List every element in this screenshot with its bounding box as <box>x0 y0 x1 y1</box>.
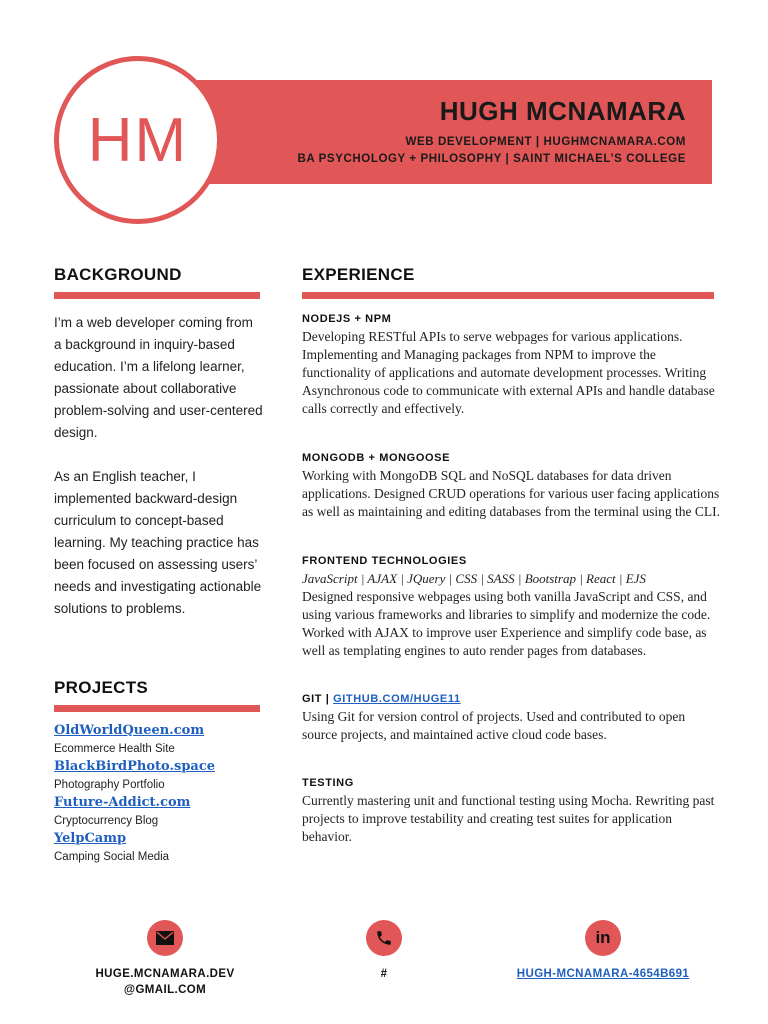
phone-icon <box>375 929 393 947</box>
linkedin-link[interactable]: HUGH-MCNAMARA-4654B691 <box>516 968 690 980</box>
project-link-blackbirdphoto[interactable]: BlackBirdPhoto.space <box>54 759 216 774</box>
projects-rule <box>54 705 260 712</box>
name-title: HUGH MCNAMARA <box>439 96 686 126</box>
linkedin-icon: in <box>595 928 611 947</box>
frontend-tech-list: JavaScript | AJAX | JQuery | CSS | SASS | Bootstrap | React | EJS <box>302 571 646 586</box>
testing-title: TESTING <box>302 777 354 789</box>
project-link-oldworldqueen[interactable]: OldWorldQueen.com <box>54 723 205 738</box>
experience-frontend <box>302 552 722 660</box>
experience-nodejs <box>302 310 722 418</box>
nodejs-title: NODEJS + NPM <box>302 313 392 325</box>
phone-button[interactable] <box>366 920 402 956</box>
envelope-icon <box>156 931 174 945</box>
experience-testing <box>302 774 722 846</box>
git-body: Using Git for version control of projects. Used and contributed to open source projects, and maintained active cloud code bases. <box>302 709 686 742</box>
monogram-circle <box>54 56 222 224</box>
github-link[interactable]: GITHUB.COM/HUGE11 <box>333 693 461 705</box>
background-paragraph-2: As an English teacher, I implemented backward-design curriculum to concept-based learning. My teaching practice has been focused on assessing users’ needs and investigating actionable solutions to problems. <box>54 469 262 616</box>
frontend-body: Designed responsive webpages using both vanilla JavaScript and CSS, and using various frameworks and libraries to simplify and modernize the code. Worked with AJAX to improve user Experience and simplify code base, as well as templating engines to auto render pages from databases. <box>302 589 711 658</box>
experience-heading: EXPERIENCE <box>302 265 415 284</box>
projects-heading: PROJECTS <box>54 678 149 697</box>
project-desc: Camping Social Media <box>54 851 170 863</box>
linkedin-button[interactable] <box>585 920 621 956</box>
project-desc: Cryptocurrency Blog <box>54 815 159 827</box>
git-title <box>302 690 722 708</box>
experience-git <box>302 690 722 744</box>
background-paragraph-1: I’m a web developer coming from a background in inquiry-based education. I’m a lifelong learner, passionate about collaborative problem-solving and user-centered design. <box>54 315 263 440</box>
nodejs-body: Developing RESTful APIs to serve webpages for various applications. Implementing and Managing packages from NPM to improve the functionality of applications and automate development processes. Writing Asynchronous code to communicate with external APIs and handle database calls correctly and effectively. <box>302 329 715 416</box>
testing-body: Currently mastering unit and functional testing using Mocha. Rewriting past projects to improve testability and creating test suites for application behavior. <box>302 793 715 844</box>
monogram-text: HM <box>87 105 189 175</box>
header-text <box>297 96 686 168</box>
mongodb-body: Working with MongoDB SQL and NoSQL databases for data driven applications. Designed CRUD operations for various user facing applications as well as maintaining and editing databases from the terminal using the CLI. <box>302 468 721 519</box>
phone-text: # <box>380 968 388 980</box>
projects-list <box>54 722 274 866</box>
background-heading: BACKGROUND <box>54 265 182 284</box>
experience-rule <box>302 292 714 299</box>
project-desc: Photography Portfolio <box>54 779 165 791</box>
project-link-future-addict[interactable]: Future-Addict.com <box>54 795 191 810</box>
email-line-2: @GMAIL.COM <box>123 984 207 996</box>
email-button[interactable] <box>147 920 183 956</box>
mongodb-title: MONGODB + MONGOOSE <box>302 452 451 464</box>
header-line-web: WEB DEVELOPMENT | HUGHMCNAMARA.COM <box>405 136 686 148</box>
email-line-1: HUGE.MCNAMARA.DEV <box>95 968 235 980</box>
experience-mongodb <box>302 449 722 521</box>
project-desc: Ecommerce Health Site <box>54 743 175 755</box>
linkedin-text <box>498 966 708 982</box>
header-line-education: BA PSYCHOLOGY + PHILOSOPHY | SAINT MICHAEL’S COLLEGE <box>297 153 686 165</box>
frontend-title: FRONTEND TECHNOLOGIES <box>302 555 467 567</box>
background-rule <box>54 292 260 299</box>
git-title-prefix: GIT | <box>302 693 334 705</box>
project-link-yelpcamp[interactable]: YelpCamp <box>54 831 127 846</box>
email-text <box>70 966 260 998</box>
